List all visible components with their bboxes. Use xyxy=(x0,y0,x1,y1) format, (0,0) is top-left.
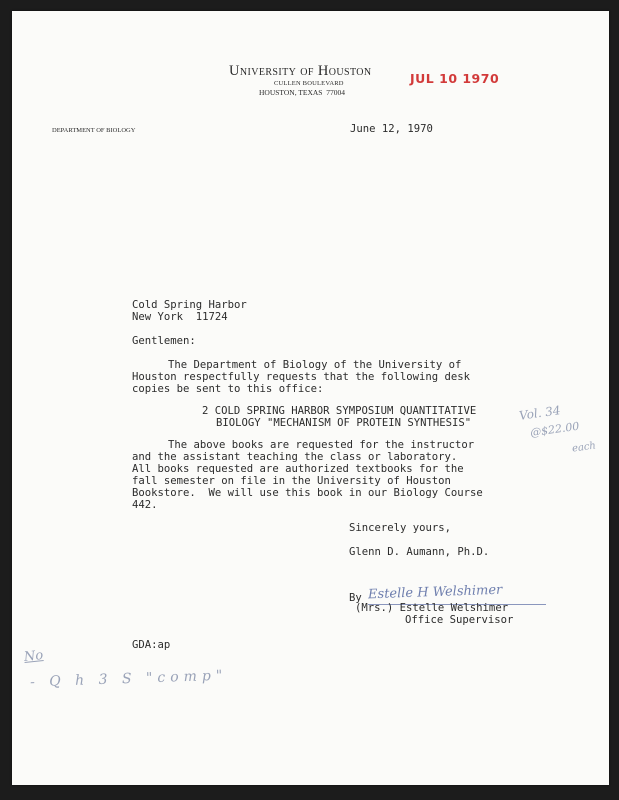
letter-date: June 12, 1970 xyxy=(350,123,433,135)
margin-note-line-3: each xyxy=(571,440,597,455)
letter-page xyxy=(12,11,609,785)
recipient-line-1: Cold Spring Harbor xyxy=(132,299,247,311)
salutation: Gentlemen: xyxy=(132,335,196,347)
paragraph-2-line-3: All books requested are authorized textbooks for the xyxy=(132,463,464,475)
paragraph-1-line-1: The Department of Biology of the University of xyxy=(168,359,462,371)
paragraph-2-line-6: 442. xyxy=(132,499,158,511)
by-label: By xyxy=(349,592,362,604)
paragraph-2-line-2: and the assistant teaching the class or laboratory. xyxy=(132,451,458,463)
department-name: DEPARTMENT OF BIOLOGY xyxy=(52,127,136,134)
letterhead-street: CULLEN BOULEVARD xyxy=(274,80,344,87)
letterhead-city: HOUSTON, TEXAS 77004 xyxy=(259,88,345,97)
closing: Sincerely yours, xyxy=(349,522,452,534)
received-date-stamp: JUL 10 1970 xyxy=(410,71,500,86)
recipient-line-2: New York 11724 xyxy=(132,311,228,323)
margin-note-line-1: Vol. 34 xyxy=(518,403,562,423)
pencil-note: - Q h 3 S "comp" xyxy=(29,667,228,691)
university-name: University of Houston xyxy=(229,63,372,79)
book-request-line-1: 2 COLD SPRING HARBOR SYMPOSIUM QUANTITATIVE xyxy=(202,405,477,417)
paragraph-1-line-3: copies be sent to this office: xyxy=(132,383,324,395)
margin-note-line-2: @$22.00 xyxy=(529,419,581,440)
paragraph-2-line-4: fall semester on file in the University of Houston xyxy=(132,475,451,487)
signer-name: (Mrs.) Estelle Welshimer xyxy=(355,602,509,614)
signer-title: Office Supervisor xyxy=(405,614,514,626)
typist-initials: GDA:ap xyxy=(132,639,171,651)
handwritten-signature: Estelle H Welshimer xyxy=(367,582,503,603)
signatory: Glenn D. Aumann, Ph.D. xyxy=(349,546,490,558)
book-request-line-2: BIOLOGY "MECHANISM OF PROTEIN SYNTHESIS" xyxy=(216,417,472,429)
pencil-note-no: No xyxy=(23,648,44,665)
paragraph-2-line-1: The above books are requested for the instructor xyxy=(168,439,475,451)
paragraph-1-line-2: Houston respectfully requests that the following desk xyxy=(132,371,471,383)
paragraph-2-line-5: Bookstore. We will use this book in our Biology Course xyxy=(132,487,483,499)
